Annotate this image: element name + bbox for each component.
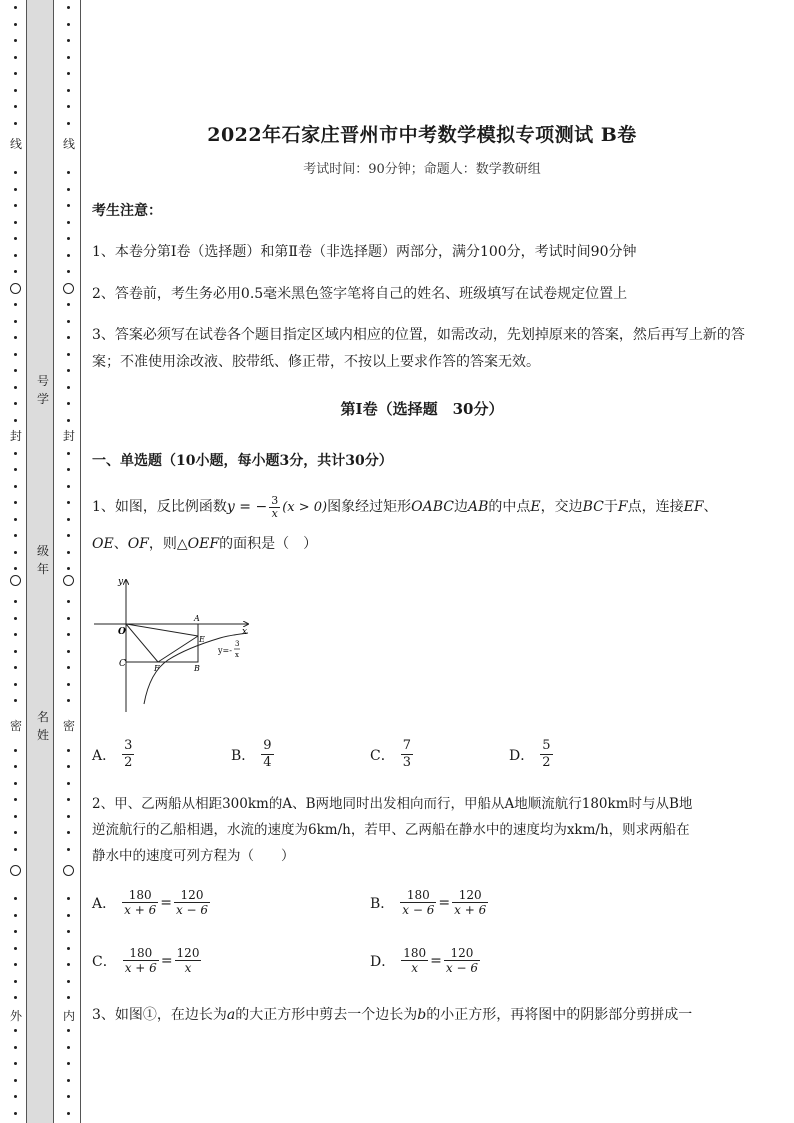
binding-dot	[67, 1029, 70, 1032]
binding-dot	[67, 567, 70, 570]
binding-circle-icon	[10, 865, 21, 876]
label-curve-den: x	[235, 651, 239, 659]
binding-dot	[14, 567, 17, 570]
binding-dot	[67, 72, 70, 75]
binding-dot	[67, 980, 70, 983]
binding-dot	[14, 749, 17, 752]
binding-dot	[14, 501, 17, 504]
q1-option-d[interactable]	[509, 738, 555, 771]
label-x: x	[242, 627, 248, 637]
binding-dot	[67, 848, 70, 851]
notice-item-3: 3、答案必须写在试卷各个题目指定区域内相应的位置，如需改动，先划掉原来的答案，然后再写上新的答案；不准使用涂改液、胶带纸、修正带，不按以上要求作答的答案无效。	[92, 327, 745, 370]
q1-text-3: 边	[453, 499, 468, 515]
binding-dot	[14, 221, 17, 224]
binding-dot	[14, 930, 17, 933]
binding-dot	[67, 963, 70, 966]
binding-dot	[14, 1046, 17, 1049]
option-fraction-1: $\frac{180}{x}$	[403, 946, 427, 975]
q1-text-9: 的面积是（ ）	[219, 536, 318, 552]
binding-dot	[67, 122, 70, 125]
binding-dot	[67, 419, 70, 422]
q1-edge-bc: BC	[582, 499, 604, 515]
notice-item-1: 1、本卷分第I卷（选择题）和第Ⅱ卷（非选择题）两部分，满分100分，考试时间90分钟	[92, 244, 637, 260]
binding-dot	[14, 815, 17, 818]
binding-dot	[14, 353, 17, 356]
binding-circle-icon	[10, 283, 21, 294]
binding-dot	[14, 6, 17, 9]
q2-option-d[interactable]	[370, 946, 482, 975]
binding-dot	[14, 452, 17, 455]
binding-dot	[67, 39, 70, 42]
binding-dot	[67, 600, 70, 603]
binding-dot	[67, 749, 70, 752]
binding-dot	[67, 683, 70, 686]
binding-dot	[14, 798, 17, 801]
binding-dot	[14, 72, 17, 75]
binding-dot	[67, 930, 70, 933]
binding-dot	[14, 303, 17, 306]
binding-dot	[67, 501, 70, 504]
segment-oe	[126, 624, 198, 636]
equals-sign: =	[160, 894, 172, 911]
binding-dot	[14, 386, 17, 389]
binding-dot	[67, 551, 70, 554]
binding-dot	[14, 996, 17, 999]
binding-dot	[14, 204, 17, 207]
binding-dot	[67, 452, 70, 455]
binding-dot	[67, 89, 70, 92]
q2-option-b[interactable]	[370, 888, 490, 917]
label-a: A	[194, 614, 200, 623]
q1-of: OF	[127, 536, 149, 552]
binding-dot	[67, 254, 70, 257]
option-fraction-2: $\frac{120}{x + 6}$	[454, 888, 487, 917]
binding-dot	[14, 485, 17, 488]
binding-dot	[67, 666, 70, 669]
binding-dot	[14, 188, 17, 191]
option-fraction-1: $\frac{180}{x - 6}$	[402, 888, 435, 917]
binding-dot	[14, 765, 17, 768]
option-fraction: $\frac{5}{2}$	[542, 738, 551, 770]
binding-dot	[67, 105, 70, 108]
binding-dot	[14, 963, 17, 966]
binding-dot	[67, 633, 70, 636]
binding-dot	[14, 831, 17, 834]
binding-circle-icon	[63, 865, 74, 876]
label-e: E	[199, 635, 205, 644]
label-f: F	[154, 664, 160, 673]
binding-dot	[67, 6, 70, 9]
binding-dot	[14, 650, 17, 653]
option-letter: C．	[92, 953, 117, 970]
question-2-line-1: 2、甲、乙两船从相距300km的A、B两地同时出发相向而行，甲船从A地顺流航行180km时与从B地	[92, 796, 693, 812]
binding-dot	[14, 897, 17, 900]
binding-dot	[67, 617, 70, 620]
binding-dot	[67, 1095, 70, 1098]
binding-dot	[67, 914, 70, 917]
binding-dot	[67, 518, 70, 521]
binding-circle-icon	[63, 283, 74, 294]
binding-dot	[14, 89, 17, 92]
q3-text-2: 的大正方形中剪去一个边长为	[235, 1007, 418, 1023]
option-fraction-2: $\frac{120}{x - 6}$	[445, 946, 478, 975]
equals-sign: =	[438, 894, 451, 911]
binding-dot	[14, 947, 17, 950]
binding-dot	[67, 1079, 70, 1082]
binding-dot	[67, 782, 70, 785]
q1-triangle: △OEF	[176, 536, 220, 552]
binding-dot	[14, 369, 17, 372]
q1-oe: OE	[92, 536, 114, 552]
option-fraction-2: $\frac{120}{x}$	[176, 946, 200, 975]
binding-dot	[67, 270, 70, 273]
q1-condition: (x > 0)	[282, 500, 328, 515]
binding-dot	[14, 980, 17, 983]
binding-dot	[67, 303, 70, 306]
binding-dot	[67, 765, 70, 768]
binding-dot	[14, 518, 17, 521]
exam-title: 2022年石家庄晋州市中考数学模拟专项测试 B卷	[207, 124, 637, 146]
q1-sep-2: 、	[113, 536, 128, 552]
q1-point-e: E	[530, 499, 541, 515]
binding-dot	[67, 815, 70, 818]
label-curve-num: 3	[235, 640, 240, 648]
binding-dot	[14, 699, 17, 702]
right-seal-char: 线	[60, 137, 78, 151]
label-o: O	[118, 627, 126, 637]
binding-dot	[67, 996, 70, 999]
binding-dot	[67, 798, 70, 801]
q1-rect-name: OABC	[411, 499, 454, 515]
binding-dot	[14, 782, 17, 785]
binding-circle-icon	[63, 575, 74, 586]
option-letter: A．	[92, 895, 117, 912]
right-seal-char: 封	[60, 429, 78, 443]
label-curve: y=-	[218, 646, 232, 655]
left-dot-column	[10, 0, 22, 1123]
q2-option-c[interactable]	[92, 946, 203, 975]
field-label-name: 名姓	[36, 710, 49, 742]
left-seal-char: 外	[7, 1009, 25, 1023]
q1-sep: 、	[703, 499, 718, 515]
binding-dot	[67, 485, 70, 488]
q2-option-a[interactable]	[92, 888, 212, 917]
notice-heading: 考生注意：	[92, 203, 162, 219]
option-fraction-1: $\frac{180}{x + 6}$	[124, 946, 157, 975]
binding-dot	[14, 848, 17, 851]
binding-dot	[14, 1062, 17, 1065]
q1-text-8: ，则	[148, 536, 177, 552]
binding-dot	[14, 402, 17, 405]
binding-dot	[67, 320, 70, 323]
equals-sign: =	[160, 952, 173, 969]
binding-dot	[14, 171, 17, 174]
field-label-grade: 级年	[36, 544, 49, 576]
binding-dot	[14, 1095, 17, 1098]
option-letter: C．	[370, 747, 395, 764]
binding-dot	[67, 947, 70, 950]
q1-text-2: 图象经过矩形	[327, 499, 412, 515]
binding-dot	[14, 254, 17, 257]
binding-dot	[14, 600, 17, 603]
binding-dot	[14, 39, 17, 42]
binding-dot	[67, 353, 70, 356]
q1-text: 1、如图，反比例函数	[92, 499, 227, 515]
option-letter: A．	[92, 747, 117, 764]
binding-dot	[14, 320, 17, 323]
section-title: 第I卷（选择题 30分）	[340, 400, 504, 418]
option-fraction-1: $\frac{180}{x + 6}$	[124, 888, 157, 917]
q1-option-c[interactable]	[370, 738, 415, 771]
q3-text-3: 的小正方形，再将图中的阴影部分剪拼成一	[426, 1007, 693, 1023]
binding-dot	[14, 534, 17, 537]
left-seal-char: 线	[7, 137, 25, 151]
option-letter: B．	[370, 895, 395, 912]
binding-dot	[14, 122, 17, 125]
q1-function-lhs: y = −	[226, 499, 268, 515]
q3-a: a	[226, 1007, 236, 1023]
binding-dot	[67, 699, 70, 702]
field-label-number: 号学	[36, 374, 49, 406]
label-y: y	[118, 577, 124, 587]
binding-dot	[14, 617, 17, 620]
binding-dot	[14, 551, 17, 554]
option-letter: B．	[231, 747, 256, 764]
option-fraction-2: $\frac{120}{x - 6}$	[175, 888, 209, 917]
option-fraction: $\frac{9}{4}$	[263, 738, 272, 770]
q3-text-1: 3、如图①，在边长为	[92, 1007, 227, 1023]
binding-dot	[67, 650, 70, 653]
q3-b: b	[417, 1007, 427, 1023]
binding-dot	[14, 270, 17, 273]
binding-dot	[14, 666, 17, 669]
binding-dot	[67, 468, 70, 471]
binding-dot	[14, 56, 17, 59]
option-fraction: $\frac{3}{2}$	[124, 738, 133, 770]
binding-dot	[67, 188, 70, 191]
binding-dot	[14, 1079, 17, 1082]
binding-circle-icon	[10, 575, 21, 586]
binding-dot	[67, 171, 70, 174]
binding-dot	[14, 23, 17, 26]
option-letter: D．	[509, 747, 535, 764]
binding-dot	[67, 237, 70, 240]
binding-dot	[14, 1112, 17, 1115]
binding-dot	[67, 402, 70, 405]
binding-dot	[67, 23, 70, 26]
binding-dot	[14, 683, 17, 686]
right-seal-char: 内	[60, 1009, 78, 1023]
q1-option-b[interactable]	[231, 738, 276, 771]
binding-dot	[14, 914, 17, 917]
binding-dot	[14, 237, 17, 240]
left-seal-char: 封	[7, 429, 25, 443]
binding-dot	[67, 221, 70, 224]
q1-edge: AB	[467, 499, 489, 515]
binding-dot	[67, 1062, 70, 1065]
binding-dot	[67, 897, 70, 900]
binding-dot	[14, 105, 17, 108]
equals-sign: =	[430, 952, 442, 969]
q1-option-a[interactable]	[92, 738, 136, 771]
binding-dot	[67, 1112, 70, 1115]
binding-dot	[67, 1046, 70, 1049]
label-b: B	[194, 664, 200, 673]
segment-of	[126, 624, 158, 662]
margin-divider	[80, 0, 81, 1123]
binding-dot	[14, 633, 17, 636]
notice-item-2: 2、答卷前，考生务必用0.5毫米黑色签字笔将自己的姓名、班级填写在试卷规定位置上	[92, 286, 628, 302]
question-1-line-1	[92, 494, 752, 521]
question-2-line-3: 静水中的速度可列方程为（ ）	[92, 848, 295, 864]
binding-dot	[67, 386, 70, 389]
binding-dot	[67, 204, 70, 207]
question-2-line-2: 逆流航行的乙船相遇，水流的速度为6km/h，若甲、乙两船在静水中的速度均为xkm/h，则求两船在	[92, 822, 690, 838]
q1-ef: EF	[683, 499, 704, 515]
q1-point-f: F	[617, 499, 628, 515]
q1-text-5: ，交边	[540, 499, 583, 515]
right-dot-column	[63, 0, 75, 1123]
binding-dot	[67, 336, 70, 339]
binding-dot	[67, 534, 70, 537]
q1-function-fraction: $\frac{3}{x}$	[271, 493, 279, 520]
q1-text-7: 点，连接	[627, 499, 684, 515]
segment-ef	[158, 636, 198, 662]
binding-dot	[14, 336, 17, 339]
option-fraction: $\frac{7}{3}$	[402, 738, 411, 770]
binding-dot	[14, 1029, 17, 1032]
question-3-line-1	[92, 1002, 752, 1029]
binding-dot	[67, 56, 70, 59]
binding-dot	[67, 369, 70, 372]
question-1-line-2	[92, 531, 752, 558]
left-seal-char: 密	[7, 719, 25, 733]
option-letter: D．	[370, 953, 396, 970]
binding-dot	[14, 468, 17, 471]
binding-dot	[14, 419, 17, 422]
exam-subtitle: 考试时间：90分钟；命题人：数学教研组	[303, 162, 541, 177]
q1-text-6: 于	[603, 499, 618, 515]
q1-text-4: 的中点	[488, 499, 531, 515]
binding-dot	[67, 831, 70, 834]
label-c: C	[119, 659, 126, 669]
q1-figure	[90, 574, 260, 714]
part-heading: 一、单选题（10小题，每小题3分，共计30分）	[92, 453, 393, 469]
right-seal-char: 密	[60, 719, 78, 733]
